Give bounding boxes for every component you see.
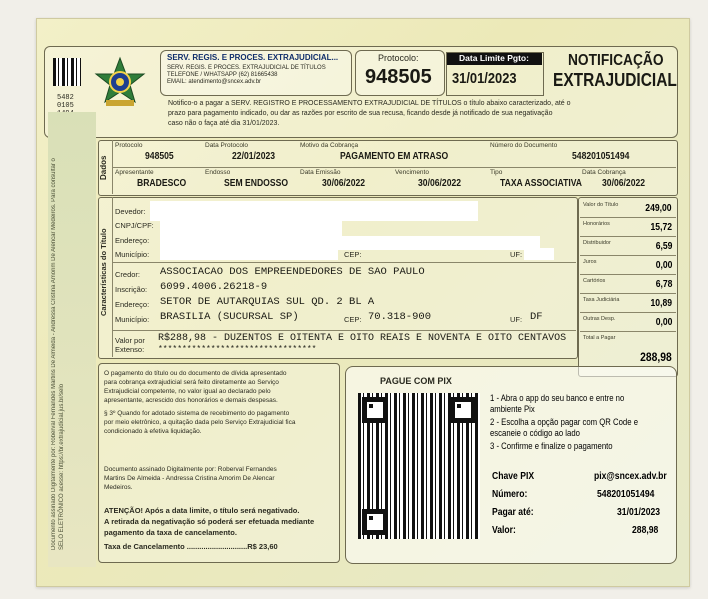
info-para2-line-2: condicionado à efetiva liquidação.	[104, 428, 202, 435]
info-warning-line-0: ATENÇÃO! Após a data limite, o título será negativado.	[104, 506, 300, 515]
dados-r1-value-0: 948505	[145, 151, 174, 162]
notice-line-1: Notifico-o a pagar a SERV. REGISTRO E PROCESSAMENTO EXTRAJUDICIAL DE TÍTULOS o título abaixo caracterizado, até o	[168, 100, 571, 107]
total-item	[580, 332, 676, 368]
total-item	[580, 218, 676, 237]
total-item	[580, 237, 676, 256]
total-label: Honorários	[583, 221, 610, 227]
dados-r2-value-3: 30/06/2022	[418, 178, 462, 189]
dados-r2-value-2: 30/06/2022	[322, 178, 366, 189]
protocol-number: 948505	[365, 66, 432, 88]
total-item	[580, 294, 676, 313]
total-item	[580, 275, 676, 294]
total-label: Valor do Título	[583, 202, 619, 208]
deadline-label: Data Limite Pgto:	[446, 52, 542, 65]
title-line-1: NOTIFICAÇÃO	[568, 52, 664, 69]
devedor-label: Devedor:	[115, 207, 146, 216]
pix-number-label: Número:	[492, 489, 528, 500]
dados-r1-label-3: Número do Documento	[490, 142, 558, 149]
info-warning-line-1: A retirada da negativação só poderá ser efetuada mediante	[104, 517, 315, 526]
dados-r1-label-2: Motivo da Cobrança	[300, 142, 359, 149]
total-value: 6,78	[655, 279, 672, 290]
total-label: Distribuidor	[583, 240, 611, 246]
coat-of-arms-icon	[92, 56, 148, 110]
cep-label: CEP:	[344, 250, 362, 259]
total-value: 15,72	[650, 222, 672, 233]
municipio2-value: BRASILIA (SUCURSAL SP)	[160, 311, 299, 323]
credor-value: ASSOCIACAO DOS EMPREENDEDORES DE SAO PAULO	[160, 266, 425, 278]
deadline-date: 31/01/2023	[452, 70, 517, 87]
dados-r1-value-2: PAGAMENTO EM ATRASO	[340, 151, 449, 162]
total-item	[580, 199, 676, 218]
total-label: Taxa Judiciária	[583, 297, 620, 303]
endereco2-value: SETOR DE AUTARQUIAS SUL QD. 2 BL A	[160, 296, 375, 308]
notice-line-2: prazo para pagamento indicado, ou dar as razões por escrito de sua recusa, ficando desde já notificado de sua negativação	[168, 110, 553, 117]
dados-r2-value-0: BRADESCO	[137, 178, 187, 189]
municipio2-label: Município:	[115, 315, 150, 324]
valor-label: Valor por Extenso:	[115, 336, 145, 354]
qr-finder-top-right	[450, 397, 476, 423]
dados-divider	[112, 167, 676, 168]
info-signed-line-1: Martins De Almeida - Andressa Cristina Amorim De Alencar	[104, 475, 275, 482]
valor-stars: *********************************	[158, 345, 317, 354]
uf2-label: UF:	[510, 315, 523, 324]
pix-due-value: 31/01/2023	[617, 507, 661, 518]
total-label: Cartórios	[583, 278, 606, 284]
dados-r1-label-0: Protocolo	[115, 142, 143, 149]
dados-r2-label-0: Apresentante	[115, 169, 154, 176]
pix-title: PAGUE COM PIX	[380, 376, 452, 386]
uf2-value: DF	[530, 311, 543, 323]
pix-key-value: pix@sncex.adv.br	[594, 471, 667, 482]
office-line-3: EMAIL: atendimento@sncex.adv.br	[167, 79, 262, 85]
pix-step-3: escaneie o código ao lado	[490, 428, 580, 438]
cnpj-label: CNPJ/CPF:	[115, 221, 154, 230]
dados-r2-value-1: SEM ENDOSSO	[224, 178, 289, 189]
dados-r2-label-5: Data Cobrança	[582, 169, 626, 176]
dados-r2-label-4: Tipo	[490, 169, 503, 176]
info-signed-line-2: Medeiros.	[104, 484, 133, 491]
protocol-label: Protocolo:	[378, 53, 419, 63]
side-code: 5482 0105	[57, 94, 74, 110]
dados-r1-label-1: Data Protocolo	[205, 142, 248, 149]
qr-finder-top-left	[362, 397, 388, 423]
info-warning-line-2: pagamento da taxa de cancelamento.	[104, 528, 237, 537]
titulo-section-label: Características do Título	[99, 228, 108, 316]
dados-r2-label-1: Endosso	[205, 169, 231, 176]
notice-line-3: caso não o faça até dia 31/01/2023.	[168, 120, 280, 127]
inscricao-label: Inscrição:	[115, 285, 148, 294]
endereco2-label: Endereço:	[115, 300, 150, 309]
pix-key-label: Chave PIX	[492, 471, 535, 482]
info-para1-line-0: O pagamento do título ou do documento de dívida apresentado	[104, 370, 287, 377]
pix-step-0: 1 - Abra o app do seu banco e entre no	[490, 393, 625, 403]
municipio-label: Município:	[115, 250, 150, 259]
pix-step-1: ambiente Pix	[490, 404, 535, 414]
qr-finder-bottom-left	[362, 509, 388, 535]
pix-step-2: 2 - Escolha a opção pagar com QR Code e	[490, 417, 639, 427]
titulo-divider-1	[112, 262, 576, 263]
info-para1-line-1: para cobrança extrajudicial será feito diretamente ao Serviço	[104, 379, 279, 386]
dados-r2-value-5: 30/06/2022	[602, 178, 646, 189]
info-para1-line-3: apresentante, acrescido dos honorários e demais despesas.	[104, 397, 278, 404]
total-value: 0,00	[655, 317, 672, 328]
pix-number-value: 548201051494	[597, 489, 655, 500]
titulo-divider-2	[112, 330, 576, 331]
dados-section-label: Dados	[99, 155, 108, 180]
titulo-left-line	[112, 197, 113, 357]
total-value: 249,00	[645, 203, 672, 214]
dados-r2-label-2: Data Emissão	[300, 169, 341, 176]
cancel-fee: Taxa de Cancelamento .............................R$ 23,60	[104, 542, 278, 551]
total-item	[580, 313, 676, 332]
redacted-devedor	[150, 201, 478, 221]
info-para1-line-2: Extrajudicial competente, no valor igual ao declarado pelo	[104, 388, 271, 395]
office-line-2: TELEFONE / WHATSAPP (62) 81665438	[167, 72, 278, 78]
title-line-2: EXTRAJUDICIAL	[553, 70, 677, 90]
sidebar-text: Documento assinado Digitalmente por: Roberval Fernandes Martins De Almeida - Andressa Cristina Amorim De Alencar Medeiros. Para consultar o SELO ELETRÔNICO acesse: https://br.extrajudicial.jus.br/selo	[51, 158, 65, 550]
total-label: Juros	[583, 259, 597, 265]
total-label: Outras Desp.	[583, 316, 616, 322]
endereco-label: Endereço:	[115, 236, 150, 245]
inscricao-value: 6099.4006.26218-9	[160, 281, 268, 293]
office-line-1: SERV. REGIS. E PROCES. EXTRAJUDICIAL DE TÍTULOS	[167, 65, 326, 71]
dados-r1-value-3: 548201051494	[572, 151, 630, 162]
pix-step-4: 3 - Confirme e finalize o pagamento	[490, 441, 613, 451]
redacted-municipio	[160, 248, 338, 260]
credor-label: Credor:	[115, 270, 141, 279]
small-qr-code	[53, 58, 81, 86]
office-title: SERV. REGIS. E PROCES. EXTRAJUDICIAL...	[167, 53, 339, 62]
pix-amount-value: 288,98	[632, 525, 659, 536]
pix-due-label: Pagar até:	[492, 507, 534, 518]
dados-r1-value-1: 22/01/2023	[232, 151, 276, 162]
total-value: 10,89	[650, 298, 672, 309]
redacted-uf	[524, 248, 554, 260]
valor-value: R$288,98 - DUZENTOS E OITENTA E OITO REAIS E NOVENTA E OITO CENTAVOS	[158, 333, 567, 344]
dados-left-line	[112, 140, 113, 194]
total-label: Total a Pagar	[583, 335, 616, 341]
info-para2-line-1: por meio eletrônico, a quitação dada pelo Serviço Extrajudicial fica	[104, 419, 296, 426]
uf-label: UF:	[510, 250, 523, 259]
total-value: 6,59	[655, 241, 672, 252]
dados-r2-label-3: Vencimento	[395, 169, 429, 176]
info-signed-line-0: Documento assinado Digitalmente por: Roberval Fernandes	[104, 466, 277, 473]
info-para2-line-0: § 3º Quando for adotado sistema de recebimento do pagamento	[104, 410, 290, 417]
cep2-value: 70.318-900	[368, 311, 432, 323]
total-item	[580, 256, 676, 275]
total-value: 0,00	[655, 260, 672, 271]
pix-amount-label: Valor:	[492, 525, 516, 536]
cep2-label: CEP:	[344, 315, 362, 324]
dados-r2-value-4: TAXA ASSOCIATIVA	[500, 178, 583, 189]
total-value: 288,98	[640, 350, 672, 364]
